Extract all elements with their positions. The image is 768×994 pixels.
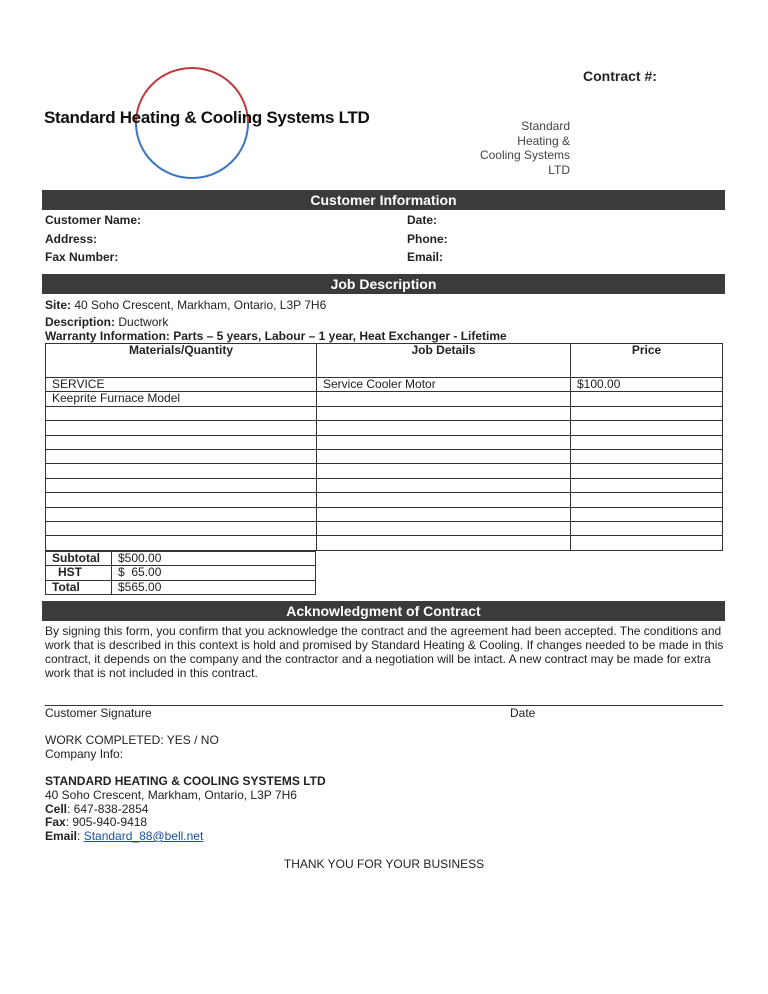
fax-footer-label: Fax (45, 815, 66, 829)
cell-price (571, 478, 723, 492)
site-value: 40 Soho Crescent, Markham, Ontario, L3P 7H6 (74, 298, 327, 312)
cell-materials: SERVICE (46, 378, 317, 392)
subtotal-label: Subtotal (46, 552, 112, 566)
table-row (46, 493, 723, 507)
table-header-row (46, 344, 723, 378)
work-completed: WORK COMPLETED: YES / NO (45, 733, 219, 747)
cell-materials (46, 536, 317, 550)
cell-materials: Keeprite Furnace Model (46, 392, 317, 406)
table-row (46, 536, 723, 550)
subtotal-value: $500.00 (112, 552, 316, 566)
header-job-details: Job Details (317, 344, 571, 378)
cell-materials (46, 507, 317, 521)
total-label: Total (46, 580, 112, 594)
table-row (46, 478, 723, 492)
cell-materials (46, 521, 317, 535)
table-row (46, 378, 723, 392)
customer-name-label: Customer Name: (45, 213, 142, 227)
cell-materials (46, 406, 317, 420)
hst-value: $ 65.00 (112, 566, 316, 580)
job-table (45, 343, 723, 551)
cell-label: Cell (45, 802, 68, 816)
acknowledgment-header: Acknowledgment of Contract (42, 601, 725, 621)
table-row (46, 449, 723, 463)
cell-price (571, 406, 723, 420)
cell-job-details (317, 449, 571, 463)
warranty-info: Warranty Information: Parts – 5 years, Labour – 1 year, Heat Exchanger - Lifetime (45, 329, 507, 343)
cell-materials (46, 464, 317, 478)
cell-price (571, 464, 723, 478)
email-link[interactable]: Standard_88@bell.net (83, 829, 204, 843)
cell-materials (46, 449, 317, 463)
description-value: Ductwork (118, 315, 169, 329)
cell-price (571, 493, 723, 507)
logo-text: Standard Heating & Cooling Systems LTD (44, 108, 370, 127)
cell-price (571, 536, 723, 550)
cell-price (571, 449, 723, 463)
contract-page: Standard Heating & Cooling Systems LTD Contract #: Standard Heating & Cooling Systems LTD Customer Information Customer Name: Date: Address: Phone: Fax Number: Email: Job Description Site: 40 Soho Crescent, Markham, Ontario, L3P 7H6 Description: Ductwork Warranty Information: Parts – 5 years, Labour – 1 year, Heat Exchanger - Lifetime Materials/Quantity Job Details Price SERVICE Service Cooler Motor $100.00 Keeprite Furnace Model Subtotal $500.00 HST $ 65.00 Total $565.00 Acknowledgment of Contract By signing this form, you confirm that you acknowledge the contract and the agreement had been accepted. The conditions and work that is described in this context is hold and promised by Standard Heating & Cooling. If changes needed to be made in this contract, it depends on the company and the contractor and a negotiation will be intact. A new contract may be made for extra work that is not included in this contract. Customer Signature Date WORK COMPLETED: YES / NO Company Info: STANDARD HEATING & COOLING SYSTEMS LTD 40 Soho Crescent, Markham, Ontario, L3P 7H6 Cell: 647-838-2854 Fax: 905-940-9418 Email: Standard_88@bell.net THANK YOU FOR YOUR BUSINESS (0, 0, 768, 994)
table-row (46, 421, 723, 435)
email-footer-label: Email (45, 829, 78, 843)
fax-label: Fax Number: (45, 250, 119, 264)
hst-label: HST (46, 566, 112, 580)
thank-you: THANK YOU FOR YOUR BUSINESS (283, 857, 485, 871)
cell-job-details (317, 435, 571, 449)
acknowledgment-text: By signing this form, you confirm that you acknowledge the contract and the agreement had been accepted. The conditions and work that is described in this context is hold and promised by Standard Heating & Cooling. If changes needed to be made in this contract, it depends on the company and the contractor and a negotiation will be intact. A new contract may be made for extra work that is not included in this contract. (45, 624, 724, 680)
description-label: Description: (45, 315, 116, 329)
cell-job-details (317, 521, 571, 535)
contract-number-label: Contract #: (583, 68, 657, 84)
cell-job-details (317, 507, 571, 521)
cell-job-details (317, 478, 571, 492)
cell-job-details: Service Cooler Motor (317, 378, 571, 392)
cell-price (571, 435, 723, 449)
cell-price (571, 392, 723, 406)
cell-materials (46, 478, 317, 492)
totals-table (45, 551, 316, 595)
fax-value: : 905-940-9418 (65, 815, 148, 829)
customer-info-header: Customer Information (42, 190, 725, 210)
company-info-label: Company Info: (45, 747, 124, 761)
table-row (46, 406, 723, 420)
footer-address: 40 Soho Crescent, Markham, Ontario, L3P 7H6 (45, 788, 297, 802)
cell-materials (46, 421, 317, 435)
site-label: Site: (45, 298, 72, 312)
email-label: Email: (407, 250, 444, 264)
customer-signature-label: Customer Signature (45, 706, 152, 720)
table-row (46, 507, 723, 521)
table-row (46, 521, 723, 535)
cell-price (571, 521, 723, 535)
table-row (46, 392, 723, 406)
cell-materials (46, 493, 317, 507)
company-line: Standard (521, 119, 570, 133)
header-price: Price (571, 344, 723, 378)
cell-price: $100.00 (571, 378, 723, 392)
company-line: Heating & (517, 133, 570, 148)
cell-job-details (317, 406, 571, 420)
cell-job-details (317, 464, 571, 478)
company-line: LTD (548, 162, 570, 177)
cell-job-details (317, 493, 571, 507)
footer-company-name: STANDARD HEATING & COOLING SYSTEMS LTD (45, 774, 326, 788)
cell-job-details (317, 421, 571, 435)
header-materials: Materials/Quantity (46, 344, 317, 378)
phone-label: Phone: (407, 232, 448, 246)
job-description-header: Job Description (42, 274, 725, 294)
date-label: Date: (407, 213, 438, 227)
company-line: Cooling Systems (479, 148, 570, 162)
cell-job-details (317, 392, 571, 406)
table-row (46, 464, 723, 478)
table-row (46, 435, 723, 449)
cell-price (571, 421, 723, 435)
signature-date-label: Date (510, 706, 536, 720)
address-label: Address: (45, 232, 98, 246)
cell-value: : 647-838-2854 (67, 802, 149, 816)
cell-materials (46, 435, 317, 449)
company-name-block (480, 119, 570, 177)
cell-price (571, 507, 723, 521)
total-value: $565.00 (112, 580, 316, 594)
cell-job-details (317, 536, 571, 550)
